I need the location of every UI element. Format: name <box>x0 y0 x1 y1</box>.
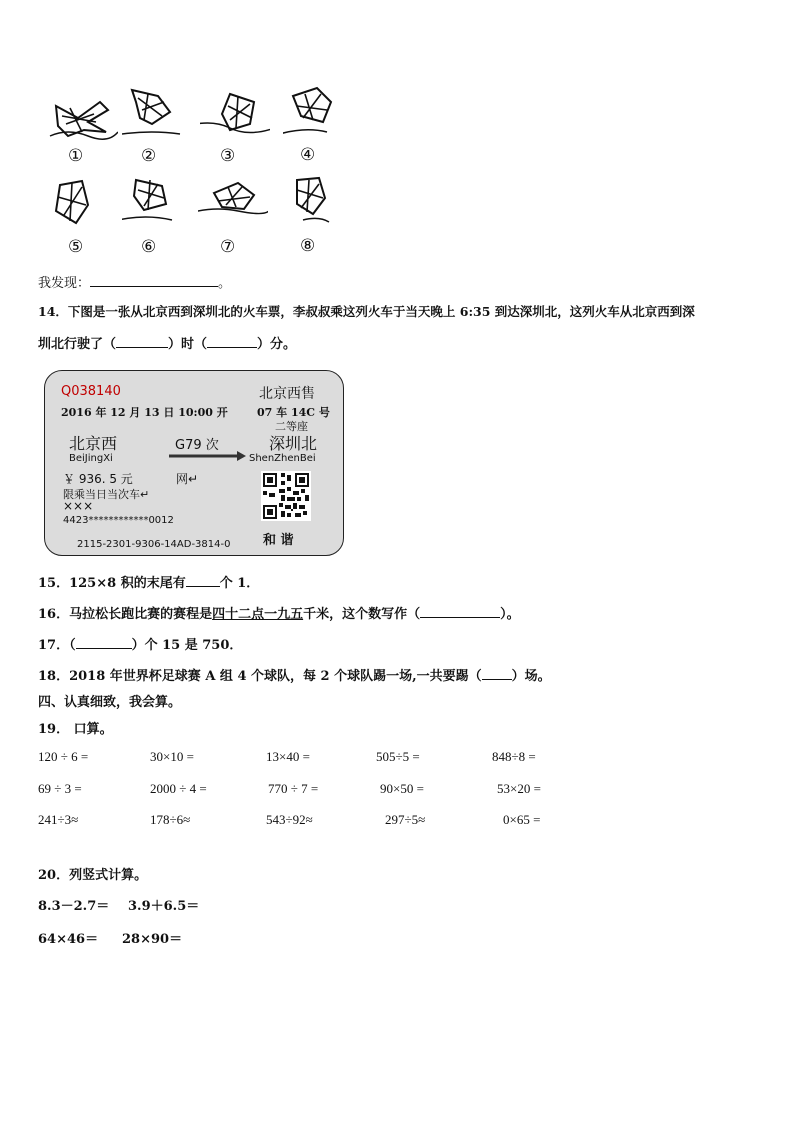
ticket-id-number: 4423************0012 <box>63 515 174 526</box>
q14-line1: 14．下图是一张从北京西到深圳北的火车票，李叔叔乘这列火车于当天晚上 6:35 到达深圳北，这列火车从北京西到深 <box>38 304 695 319</box>
ticket-channel: 网↵ <box>176 472 199 486</box>
ticket-slogan: 和 谐 <box>263 533 294 548</box>
calc-item: 2000 ÷ 4 = <box>150 781 207 796</box>
ticket-car-seat: 07 车 14C 号 <box>257 406 330 419</box>
calc-item: 241÷3≈ <box>38 812 79 827</box>
q16-line <box>38 603 520 622</box>
q20-item: 8.3－2.7＝ <box>38 899 110 914</box>
q14-text-b: ）时（ <box>168 337 208 352</box>
fish-figure-3 <box>200 84 270 142</box>
q15-line <box>38 572 259 591</box>
calc-item: 770 ÷ 7 = <box>268 781 319 796</box>
q20-item: 28×90＝ <box>122 932 183 947</box>
ticket-from-pinyin: BeiJingXi <box>69 453 113 464</box>
figure-label-2: ② <box>141 146 157 166</box>
ticket-seat-class: 二等座 <box>275 420 308 433</box>
q16-text-a: 16．马拉松长跑比赛的赛程是 <box>38 607 213 622</box>
q13-line <box>38 272 231 291</box>
q14-text-a: 圳北行驶了（ <box>38 337 117 352</box>
q15-answer-blank[interactable] <box>186 573 220 587</box>
fish-figure-6 <box>122 170 192 228</box>
calc-item: 848÷8 = <box>492 749 536 764</box>
q16-underlined-number: 四十二点一九五 <box>212 607 304 622</box>
q14-line2 <box>38 333 296 352</box>
calc-item: 120 ÷ 6 = <box>38 749 89 764</box>
fish-figure-1 <box>48 92 118 150</box>
figure-label-4: ④ <box>300 145 316 165</box>
calc-item: 543÷92≈ <box>266 812 313 827</box>
fish-figure-2 <box>122 82 192 140</box>
q20-item: 3.9＋6.5＝ <box>128 899 200 914</box>
q14-minutes-blank[interactable] <box>207 334 257 348</box>
q20-item: 64×46＝ <box>38 932 99 947</box>
ticket-passenger-name: ××× <box>63 499 94 513</box>
calc-item: 0×65 = <box>503 812 541 827</box>
calc-item: 505÷5 = <box>376 749 420 764</box>
calc-item: 297÷5≈ <box>385 812 426 827</box>
ticket-code: Q038140 <box>61 384 121 399</box>
q17-answer-blank[interactable] <box>76 635 132 649</box>
q13-text: 我发现： <box>38 276 91 291</box>
ticket-arrow-icon <box>167 451 247 461</box>
q16-text-b: 千米，这个数写作（ <box>303 607 421 622</box>
q19-title: 19． 口算。 <box>38 722 113 737</box>
train-ticket <box>44 370 344 556</box>
ticket-to-station: 深圳北 <box>269 434 318 453</box>
q20-title: 20．列竖式计算。 <box>38 868 148 883</box>
figure-label-7: ⑦ <box>220 237 236 257</box>
q17-line <box>38 634 242 653</box>
fish-figure-8 <box>283 170 353 228</box>
ticket-from-station: 北京西 <box>69 434 118 453</box>
ticket-datetime: 2016 年 12 月 13 日 10:00 开 <box>61 406 228 419</box>
calc-item: 30×10 = <box>150 749 194 764</box>
q18-line <box>38 665 551 684</box>
figure-label-6: ⑥ <box>141 237 157 257</box>
calc-item: 69 ÷ 3 = <box>38 781 82 796</box>
q14-hours-blank[interactable] <box>116 334 168 348</box>
q18-text-b: ）场。 <box>511 669 551 684</box>
ticket-note: 限乘当日当次车↵ <box>63 488 150 501</box>
calc-item: 53×20 = <box>497 781 541 796</box>
q16-answer-blank[interactable] <box>420 604 500 618</box>
ticket-to-pinyin: ShenZhenBei <box>249 453 316 464</box>
q13-answer-blank[interactable] <box>90 273 218 287</box>
calc-item: 90×50 = <box>380 781 424 796</box>
fish-figure-7 <box>198 175 268 233</box>
q14-text-c: ）分。 <box>257 337 297 352</box>
q13-end: 。 <box>218 276 232 291</box>
fish-figure-5 <box>48 175 118 233</box>
ticket-train-number: G79 次 <box>175 438 219 453</box>
qr-code-icon <box>261 471 311 521</box>
q15-text-a: 15．125×8 积的末尾有 <box>38 576 186 591</box>
q17-text-b: ）个 15 是 750． <box>131 638 243 653</box>
calc-item: 13×40 = <box>266 749 310 764</box>
ticket-sold-at: 北京西售 <box>259 386 315 402</box>
q18-text-a: 18．2018 年世界杯足球赛 A 组 4 个球队，每 2 个球队踢一场,一共要踢（ <box>38 669 482 684</box>
section-4-heading: 四、认真细致，我会算。 <box>38 695 182 710</box>
q16-text-c: ）。 <box>500 607 520 622</box>
figure-label-1: ① <box>68 146 84 166</box>
fish-figure-4 <box>283 82 353 140</box>
figure-label-3: ③ <box>220 146 236 166</box>
figure-label-8: ⑧ <box>300 236 316 256</box>
q15-text-b: 个 1． <box>219 576 260 591</box>
figure-label-5: ⑤ <box>68 237 84 257</box>
q17-text-a: 17．（ <box>38 638 76 653</box>
q18-answer-blank[interactable] <box>482 666 512 680</box>
ticket-price: ￥ 936. 5 元 <box>63 472 133 486</box>
calc-item: 178÷6≈ <box>150 812 191 827</box>
ticket-serial: 2115-2301-9306-14AD-3814-0 <box>77 539 231 550</box>
